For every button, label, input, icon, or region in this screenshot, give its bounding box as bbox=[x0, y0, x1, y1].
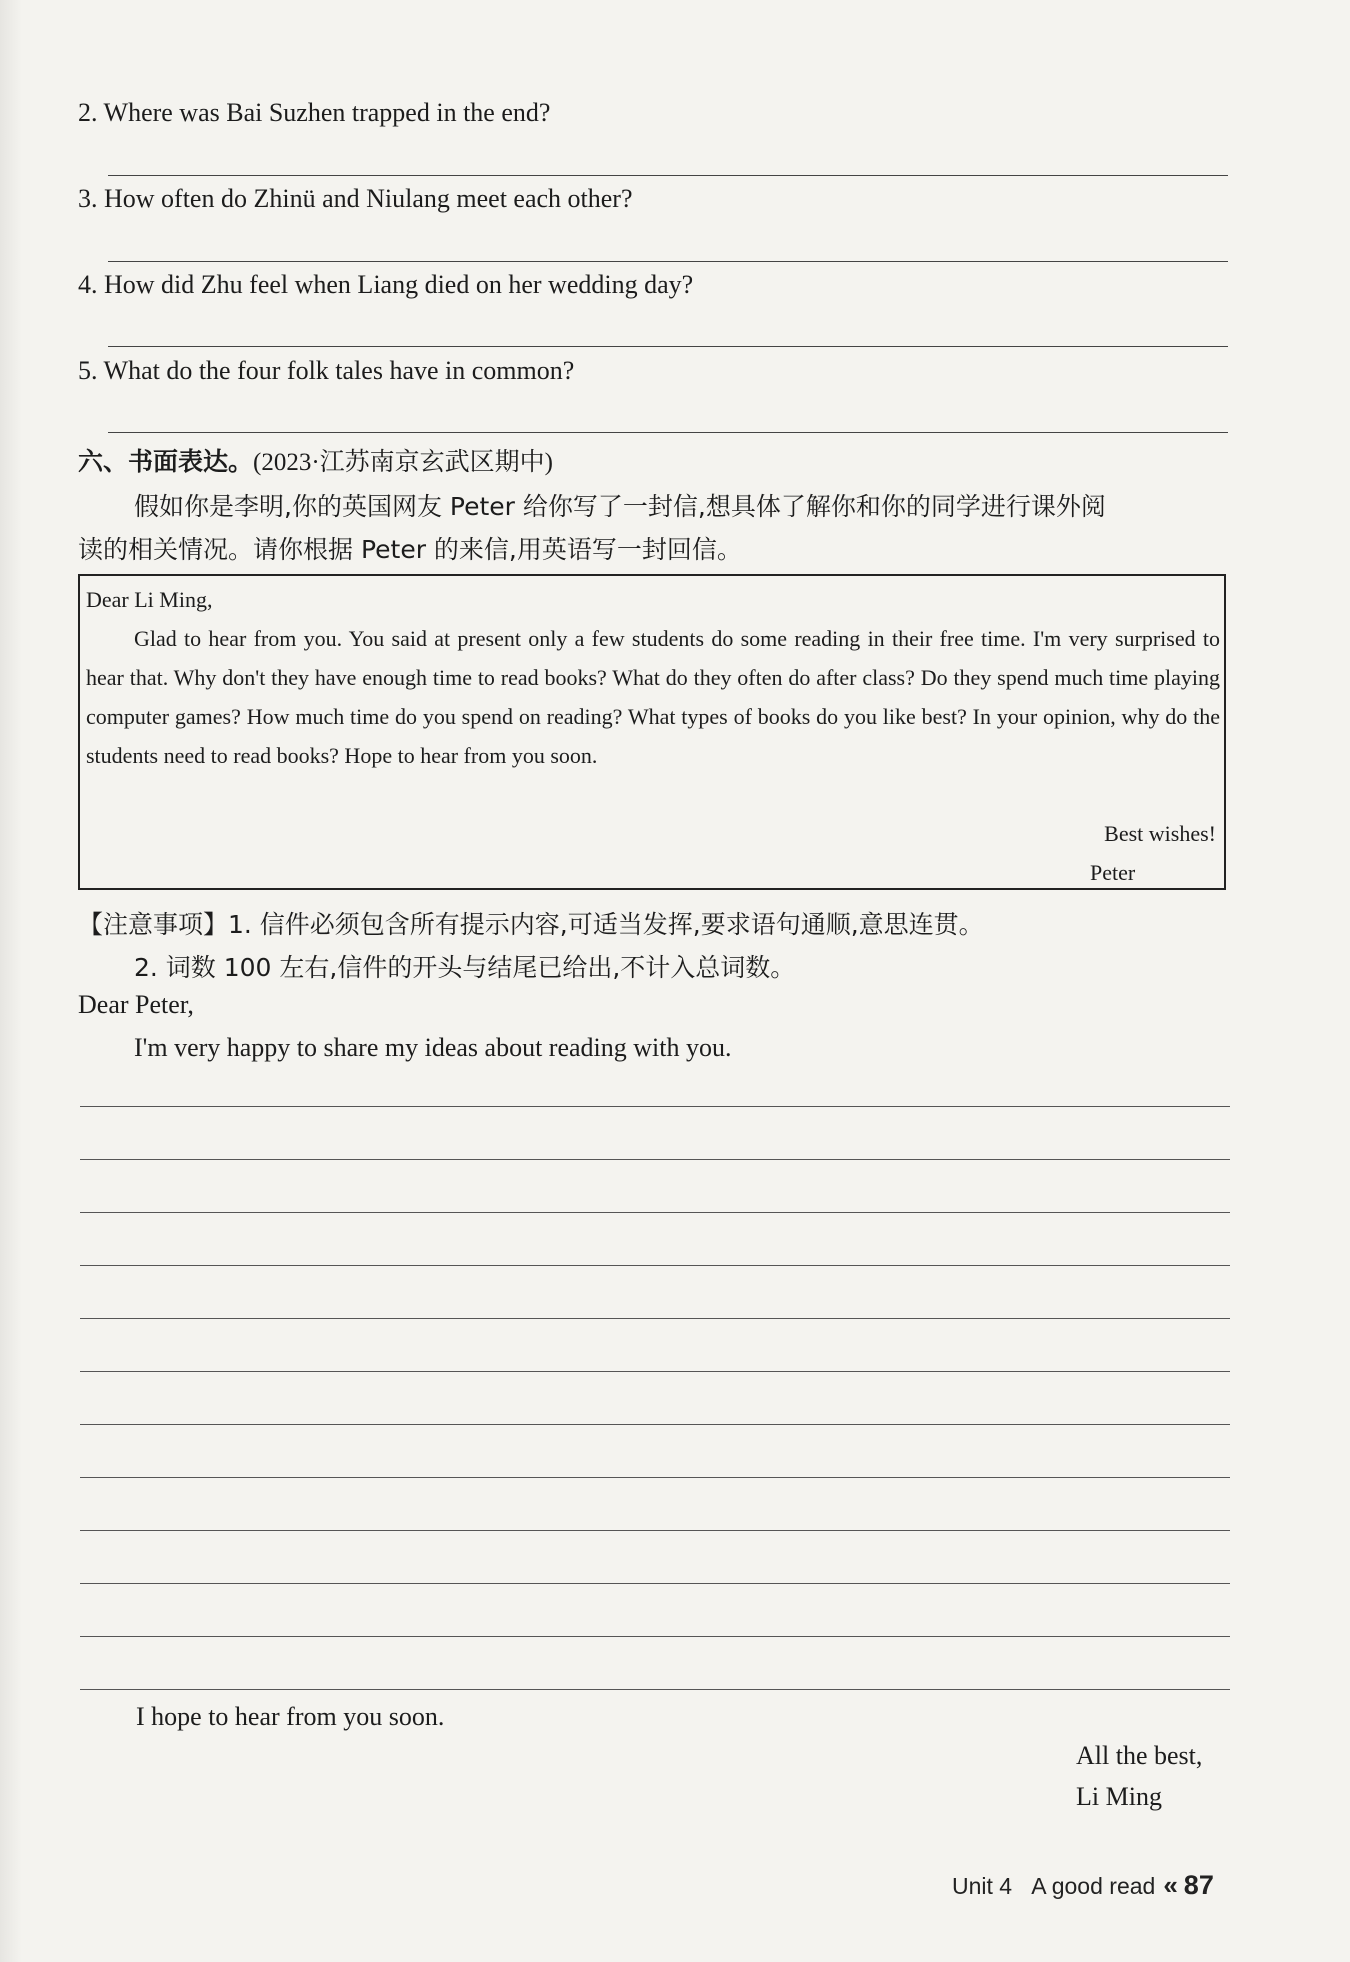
question-2: 2. Where was Bai Suzhen trapped in the end? bbox=[78, 98, 551, 127]
writing-line[interactable] bbox=[80, 1265, 1230, 1266]
reply-closing: All the best, bbox=[1076, 1741, 1203, 1770]
chevron-left-icon: « bbox=[1163, 1870, 1178, 1900]
letter-body: Glad to hear from you. You said at present only a few students do some reading in their free time. I'm very surprised to hear that. Why don't they have enough time to read books? What do they often do after class? Do they spend much time playing computer games? How much time do you spend on reading? What types of books do you like best? In your opinion, why do the students need to read books? Hope to hear from you soon. bbox=[86, 626, 1220, 768]
question-3: 3. How often do Zhinü and Niulang meet each other? bbox=[78, 184, 633, 213]
writing-line[interactable] bbox=[80, 1424, 1230, 1425]
notes-line-1: 【注意事项】1. 信件必须包含所有提示内容,可适当发挥,要求语句通顺,意思连贯。 bbox=[78, 910, 984, 939]
footer-unit: Unit 4 bbox=[952, 1873, 1013, 1899]
writing-line[interactable] bbox=[80, 1636, 1230, 1637]
page-footer bbox=[952, 1870, 1214, 1901]
writing-line[interactable] bbox=[80, 1689, 1230, 1690]
writing-line[interactable] bbox=[80, 1212, 1230, 1213]
peter-letter-box bbox=[78, 574, 1226, 890]
answer-line-3 bbox=[108, 261, 1228, 262]
writing-line[interactable] bbox=[80, 1159, 1230, 1160]
answer-line-4 bbox=[108, 346, 1228, 347]
writing-line[interactable] bbox=[80, 1371, 1230, 1372]
writing-line[interactable] bbox=[80, 1477, 1230, 1478]
notes-line-2: 2. 词数 100 左右,信件的开头与结尾已给出,不计入总词数。 bbox=[134, 953, 796, 982]
writing-line[interactable] bbox=[80, 1318, 1230, 1319]
answer-line-2 bbox=[108, 175, 1228, 176]
reply-signature: Li Ming bbox=[1076, 1782, 1162, 1811]
page-number: 87 bbox=[1183, 1870, 1214, 1900]
reply-salutation: Dear Peter, bbox=[78, 990, 194, 1019]
page-edge bbox=[0, 0, 22, 1962]
section-heading bbox=[78, 442, 553, 478]
question-4: 4. How did Zhu feel when Liang died on her wedding day? bbox=[78, 270, 694, 299]
letter-salutation: Dear Li Ming, bbox=[86, 587, 213, 612]
instruction-line-1: 假如你是李明,你的英国网友 Peter 给你写了一封信,想具体了解你和你的同学进行课外阅 bbox=[134, 492, 1106, 521]
instruction-line-2: 读的相关情况。请你根据 Peter 的来信,用英语写一封回信。 bbox=[78, 535, 742, 564]
section-source: (2023·江苏南京玄武区期中) bbox=[253, 449, 553, 476]
writing-line[interactable] bbox=[80, 1530, 1230, 1531]
question-5: 5. What do the four folk tales have in common? bbox=[78, 356, 575, 385]
letter-closing: Best wishes! bbox=[1104, 821, 1216, 846]
footer-title: A good read bbox=[1031, 1873, 1156, 1899]
reply-opening: I'm very happy to share my ideas about reading with you. bbox=[134, 1033, 732, 1062]
letter-sender: Peter bbox=[1090, 860, 1136, 885]
section-title: 六、书面表达。 bbox=[78, 447, 254, 476]
reply-ending: I hope to hear from you soon. bbox=[136, 1702, 445, 1731]
writing-line[interactable] bbox=[80, 1106, 1230, 1107]
writing-line[interactable] bbox=[80, 1583, 1230, 1584]
answer-line-5 bbox=[108, 432, 1228, 433]
